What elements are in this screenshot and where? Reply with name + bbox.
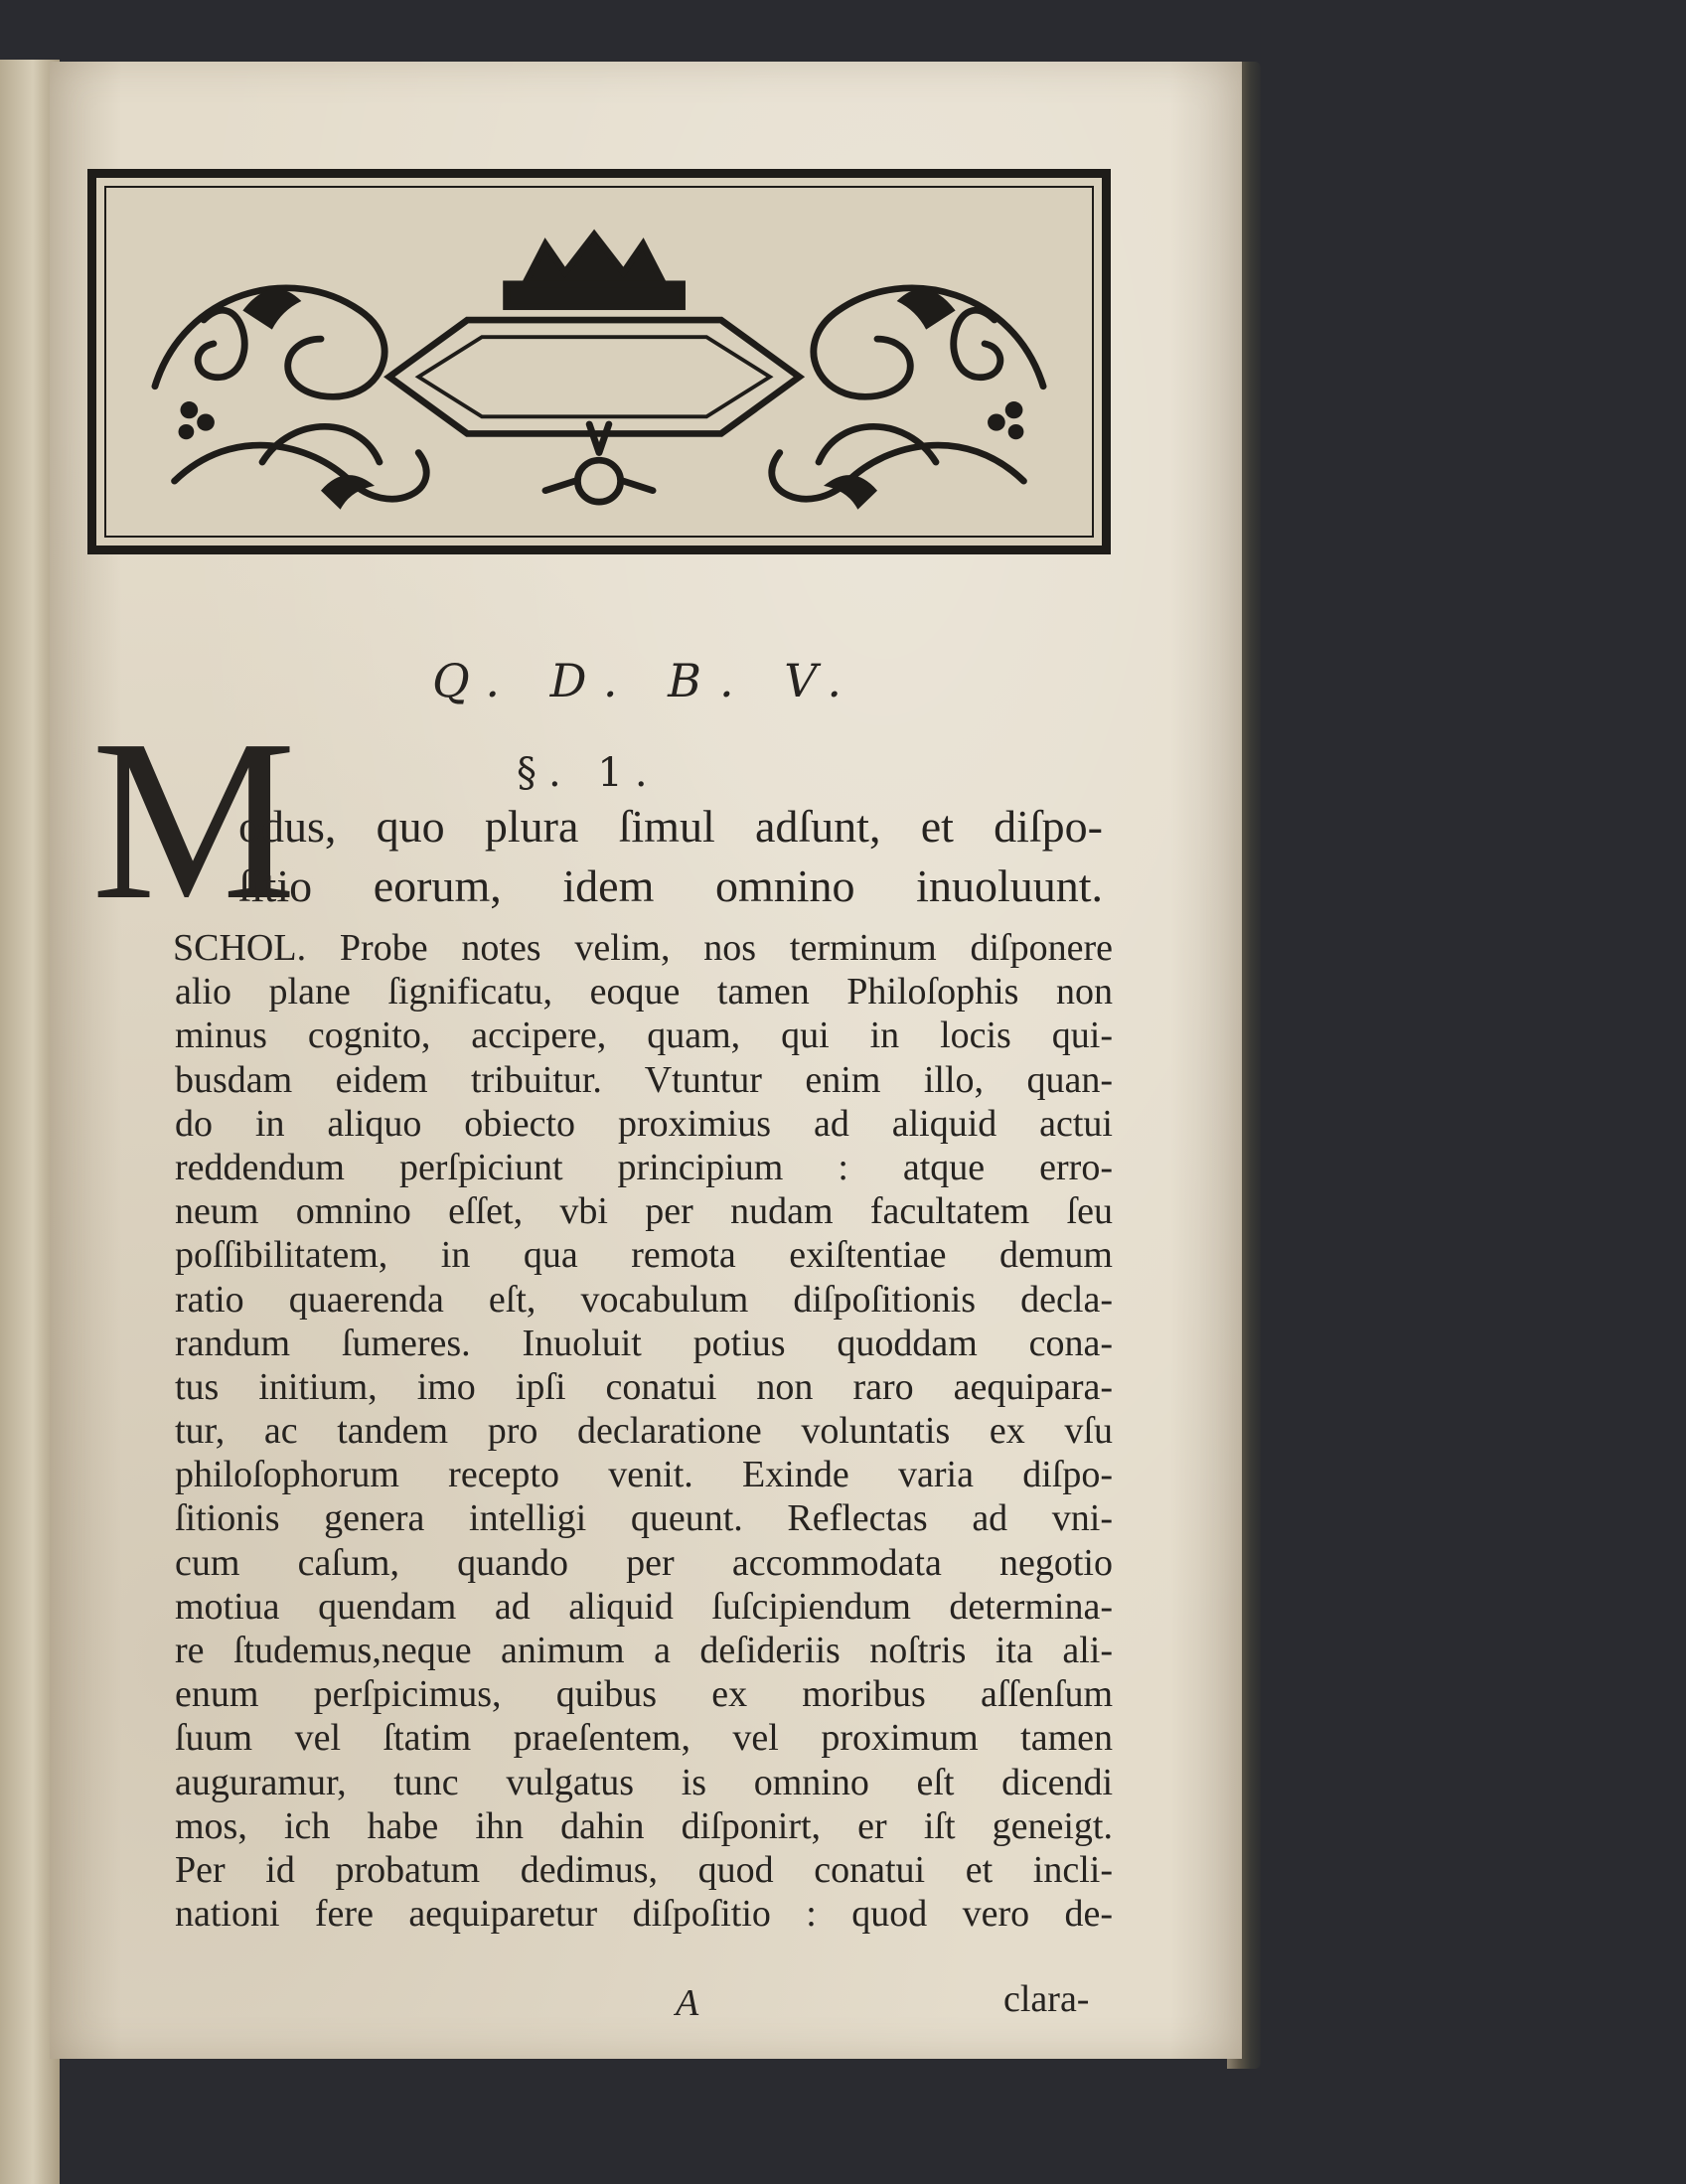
body-line: tus initium, imo ipſi conatui non raro aequipara- bbox=[175, 1365, 1113, 1408]
body-line: philoſophorum recepto venit. Exinde varia diſpo- bbox=[175, 1454, 1113, 1496]
body-line: re ſtudemus,neque animum a deſideriis noſtris ita ali- bbox=[175, 1630, 1113, 1671]
section-number: §. 1. bbox=[517, 750, 660, 796]
body-line: motiua quendam ad aliquid ſuſcipiendum determina- bbox=[175, 1585, 1113, 1628]
body-line: Per id probatum dedimus, quod conatui et incli- bbox=[175, 1848, 1113, 1891]
page-header-initials: Q. D. B. V. bbox=[432, 654, 859, 707]
lead-paragraph bbox=[238, 797, 1103, 916]
drop-cap-initial: M bbox=[91, 693, 297, 948]
body-line: cum caſum, quando per accommodata negotio bbox=[175, 1541, 1113, 1584]
body-line: poſſibilitatem, in qua remota exiſtentiae demum bbox=[175, 1234, 1113, 1277]
body-line: reddendum perſpiciunt principium : atque erro- bbox=[175, 1146, 1113, 1188]
body-line: minus cognito, accipere, quam, qui in locis qui- bbox=[175, 1014, 1113, 1057]
body-line: randum ſumeres. Inuoluit potius quoddam cona- bbox=[175, 1322, 1113, 1364]
scroll-ornament-icon bbox=[96, 178, 1102, 546]
body-line: do in aliquo obiecto proximius ad aliquid actui bbox=[175, 1102, 1113, 1145]
scholium-paragraph bbox=[175, 926, 1113, 1936]
body-line: mos, ich habe ihn dahin diſponirt, er iſt geneigt. bbox=[175, 1804, 1113, 1847]
woodcut-headpiece bbox=[87, 169, 1111, 554]
body-line: nationi fere aequiparetur diſpoſitio : quod vero de- bbox=[175, 1893, 1113, 1936]
body-line: ſuum vel ſtatim praeſentem, vel proximum tamen bbox=[175, 1717, 1113, 1760]
body-line: SCHOL. Probe notes velim, nos terminum diſponere bbox=[173, 927, 1113, 969]
body-line: ratio quaerenda eſt, vocabulum diſpoſitionis decla- bbox=[175, 1278, 1113, 1321]
body-line: alio plane ſignificatu, eoque tamen Philoſophis non bbox=[175, 971, 1113, 1014]
body-line: busdam eidem tribuitur. Vtuntur enim illo, quan- bbox=[175, 1058, 1113, 1101]
body-line: auguramur, tunc vulgatus is omnino eſt dicendi bbox=[175, 1761, 1113, 1803]
catchword: clara- bbox=[1003, 1978, 1090, 2020]
body-line: ſitionis genera intelligi queunt. Reflectas ad vni- bbox=[175, 1497, 1113, 1540]
body-line: enum perſpicimus, quibus ex moribus aſſenſum bbox=[175, 1673, 1113, 1716]
signature-mark: A bbox=[676, 1982, 699, 2024]
body-line: neum omnino eſſet, vbi per nudam facultatem ſeu bbox=[175, 1190, 1113, 1233]
lead-line: odus, quo plura ſimul adſunt, et diſpo- bbox=[238, 801, 1103, 852]
body-line: tur, ac tandem pro declaratione voluntatis ex vſu bbox=[175, 1410, 1113, 1453]
lead-line: ſitio eorum, idem omnino inuoluunt. bbox=[238, 860, 1103, 911]
book-page bbox=[50, 62, 1242, 2059]
